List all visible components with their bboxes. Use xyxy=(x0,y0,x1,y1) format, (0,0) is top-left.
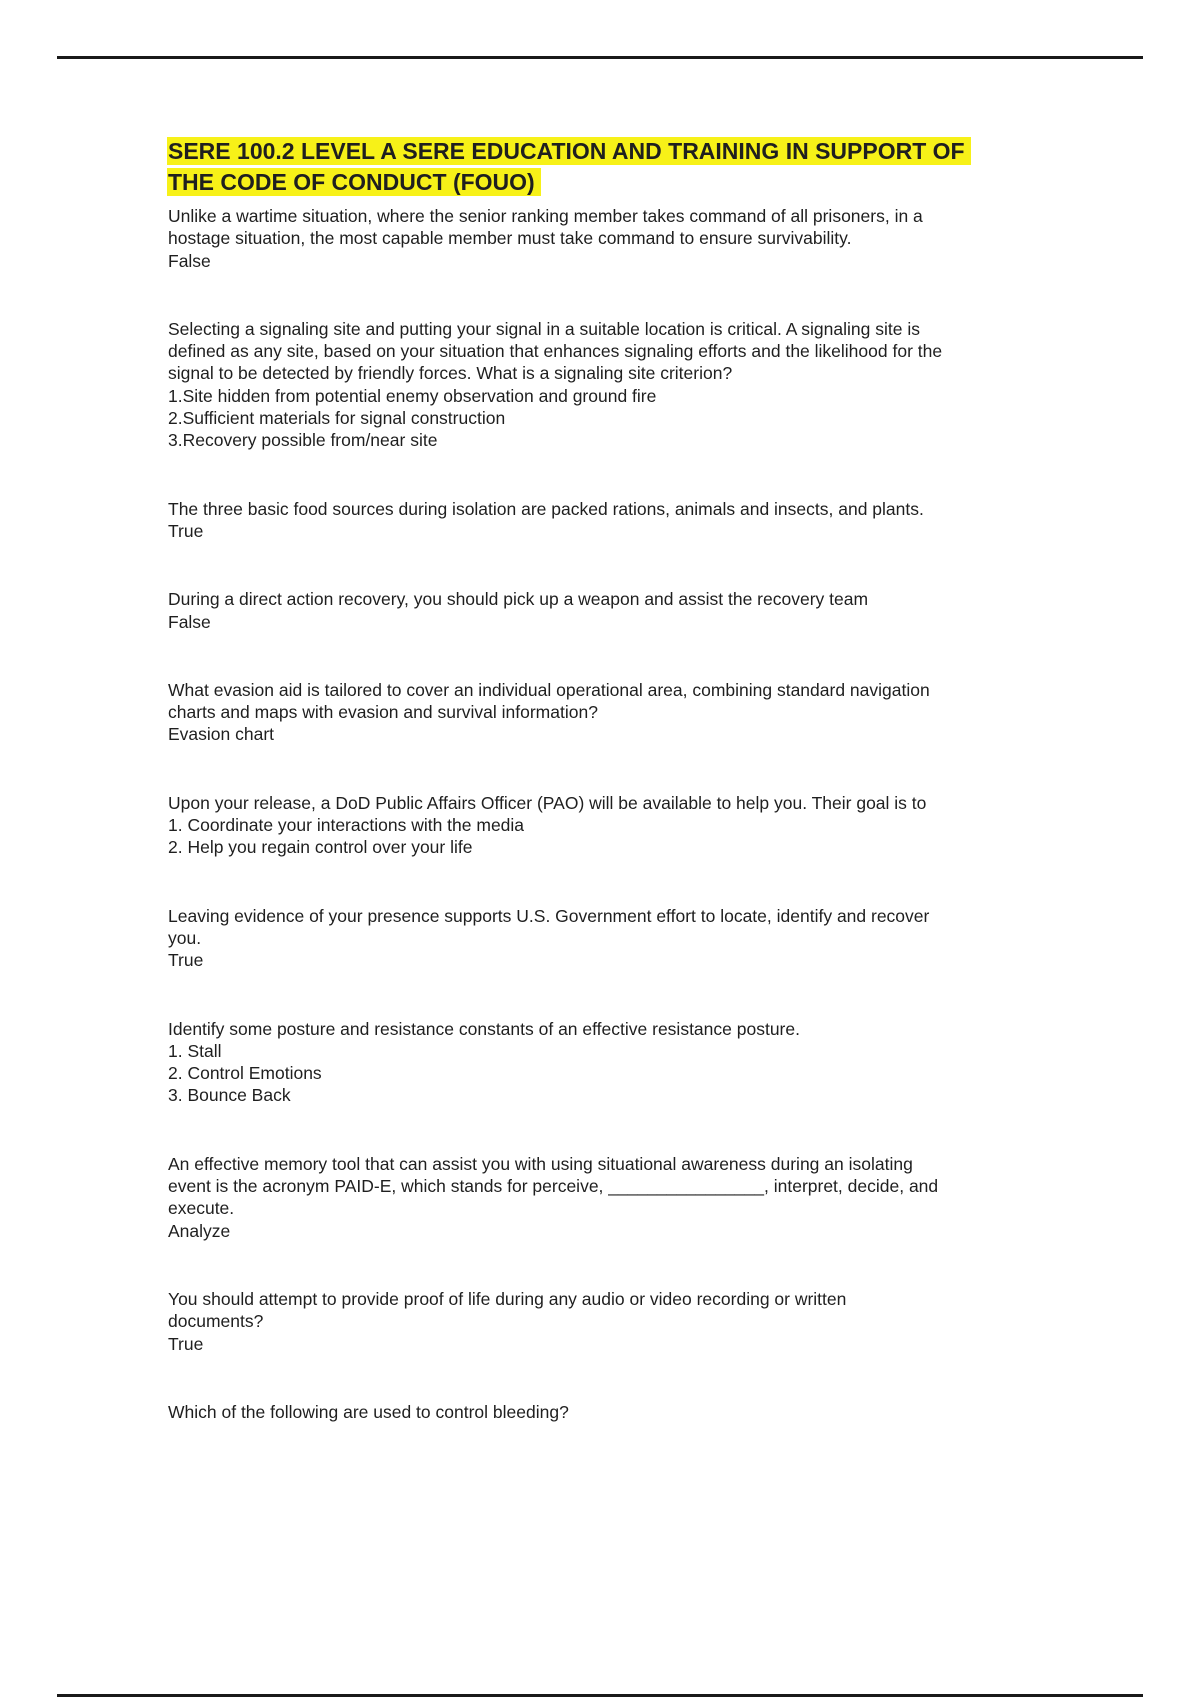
text-line: 2. Help you regain control over your life xyxy=(168,837,473,858)
qa-block xyxy=(168,1018,950,1107)
text-line: 2. Control Emotions xyxy=(168,1063,322,1084)
text-line: hostage situation, the most capable member must take command to ensure survivability. xyxy=(168,228,852,249)
text-line: You should attempt to provide proof of life during any audio or video recording or written xyxy=(168,1288,847,1309)
page-content xyxy=(168,136,965,1469)
text-line: True xyxy=(168,950,204,971)
qa-block xyxy=(168,318,950,452)
title-highlight: THE CODE OF CONDUCT (FOUO) xyxy=(167,168,541,196)
qa-block xyxy=(168,588,950,633)
text-line: 3. Bounce Back xyxy=(168,1085,291,1106)
text-line: Evasion chart xyxy=(168,724,275,745)
text-line: 1.Site hidden from potential enemy observation and ground fire xyxy=(168,385,657,406)
bottom-horizontal-rule xyxy=(57,1694,1143,1697)
text-line: 1. Stall xyxy=(168,1040,222,1061)
page-title xyxy=(168,136,965,198)
text-line: 2.Sufficient materials for signal construction xyxy=(168,408,506,429)
text-line: Identify some posture and resistance constants of an effective resistance posture. xyxy=(168,1018,800,1039)
page-title-line xyxy=(168,136,965,167)
title-highlight: SERE 100.2 LEVEL A SERE EDUCATION AND TRAINING IN SUPPORT OF xyxy=(167,137,971,165)
text-line: Leaving evidence of your presence supports U.S. Government effort to locate, identify and recover xyxy=(168,905,930,926)
text-line: Which of the following are used to control bleeding? xyxy=(168,1401,569,1422)
text-line: defined as any site, based on your situation that enhances signaling efforts and the likelihood for the xyxy=(168,341,943,362)
qa-block xyxy=(168,905,950,972)
text-line: charts and maps with evasion and survival information? xyxy=(168,702,598,723)
qa-block xyxy=(168,679,950,746)
qa-block xyxy=(168,1153,950,1242)
text-line: False xyxy=(168,250,211,271)
text-line: True xyxy=(168,520,204,541)
text-line: you. xyxy=(168,927,202,948)
text-line: Unlike a wartime situation, where the senior ranking member takes command of all prisoners, in a xyxy=(168,206,923,226)
text-line: 3.Recovery possible from/near site xyxy=(168,430,438,451)
text-line: An effective memory tool that can assist you with using situational awareness during an isolating xyxy=(168,1153,913,1174)
top-horizontal-rule xyxy=(57,56,1143,59)
text-line: execute. xyxy=(168,1198,235,1219)
text-line: Upon your release, a DoD Public Affairs Officer (PAO) will be available to help you. Their goal is to xyxy=(168,792,927,813)
text-line: documents? xyxy=(168,1311,264,1332)
qa-block xyxy=(168,792,950,859)
text-line: The three basic food sources during isolation are packed rations, animals and insects, and plants. xyxy=(168,498,924,519)
text-line: event is the acronym PAID-E, which stands for perceive, ________________, interpret, decide, and xyxy=(168,1176,939,1197)
qa-blocks-container xyxy=(168,205,950,1423)
qa-block xyxy=(168,205,950,272)
text-line: signal to be detected by friendly forces. What is a signaling site criterion? xyxy=(168,363,733,384)
page-title-line xyxy=(168,167,950,198)
text-line: What evasion aid is tailored to cover an individual operational area, combining standard navigation xyxy=(168,679,930,700)
qa-block xyxy=(168,498,950,543)
qa-block xyxy=(168,1401,950,1423)
text-line: True xyxy=(168,1333,204,1354)
text-line: Selecting a signaling site and putting your signal in a suitable location is critical. A signaling site is xyxy=(168,318,920,339)
text-line: During a direct action recovery, you should pick up a weapon and assist the recovery team xyxy=(168,589,869,610)
qa-block xyxy=(168,1288,950,1355)
text-line: 1. Coordinate your interactions with the media xyxy=(168,815,525,836)
text-line: Analyze xyxy=(168,1220,231,1241)
text-line: False xyxy=(168,611,211,632)
